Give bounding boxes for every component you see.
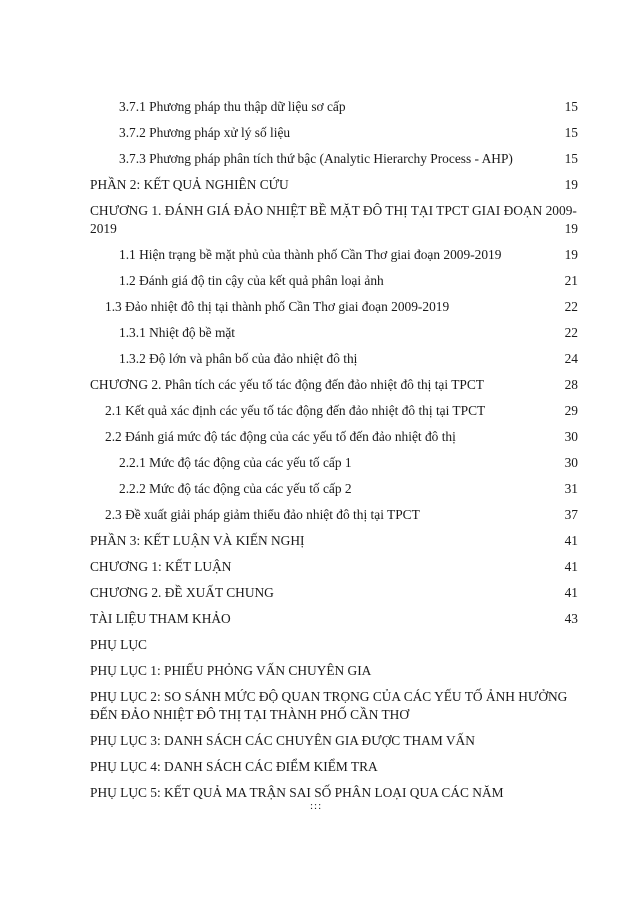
toc-entry-page: 19 — [564, 177, 578, 192]
toc-entry-title: 3.7.3 Phương pháp phân tích thứ bậc (Analytic Hierarchy Process - AHP) — [119, 151, 513, 166]
toc-entry-page: 15 — [564, 151, 578, 166]
toc-entry-title: PHỤ LỤC 5: KẾT QUẢ MA TRẬN SAI SỐ PHÂN LOẠI QUA CÁC NĂM — [90, 785, 504, 800]
toc-entry-page: 43 — [564, 611, 578, 626]
toc-entry-title: CHƯƠNG 1: KẾT LUẬN — [90, 559, 232, 574]
toc-entry-title-line2: 2019 — [90, 221, 117, 236]
toc-entry-title: PHẦN 3: KẾT LUẬN VÀ KIẾN NGHỊ — [90, 533, 305, 548]
toc-entry-title: 1.2 Đánh giá độ tin cậy của kết quả phân loại ảnh — [119, 273, 384, 288]
toc-entry-title-line1: PHỤ LỤC 2: SO SÁNH MỨC ĐỘ QUAN TRỌNG CỦA CÁC YẾU TỐ ẢNH HƯỞNG — [90, 689, 568, 704]
toc-entry-title: 3.7.2 Phương pháp xử lý số liệu — [119, 125, 291, 140]
toc-entry-page: 31 — [564, 481, 578, 496]
toc-entry-title: CHƯƠNG 2. Phân tích các yếu tố tác động đến đảo nhiệt đô thị tại TPCT — [90, 377, 484, 392]
toc-entry-page: 37 — [564, 507, 578, 522]
toc-entry-title: CHƯƠNG 2. ĐỀ XUẤT CHUNG — [90, 585, 274, 600]
toc-entry-page: 29 — [564, 403, 578, 418]
toc-entry-title: 2.3 Đề xuất giải pháp giảm thiểu đảo nhiệt đô thị tại TPCT — [105, 507, 420, 522]
toc-entry-title: 3.7.1 Phương pháp thu thập dữ liệu sơ cấp — [119, 99, 346, 114]
toc-entry-page: 19 — [564, 247, 578, 262]
toc-entry-page: 41 — [564, 533, 578, 548]
toc-entry-page: 41 — [564, 585, 578, 600]
toc-entry-title: 2.1 Kết quả xác định các yếu tố tác động đến đảo nhiệt đô thị tại TPCT — [105, 403, 486, 418]
toc-entry-title: 1.3 Đảo nhiệt đô thị tại thành phố Cần Thơ giai đoạn 2009-2019 — [105, 299, 450, 314]
toc-entry-title-line1: CHƯƠNG 1. ĐÁNH GIÁ ĐẢO NHIỆT BỀ MẶT ĐÔ THỊ TẠI TPCT GIAI ĐOẠN 2009- — [90, 203, 577, 218]
toc-entry-page: 21 — [564, 273, 578, 288]
toc-entry-title: 2.2 Đánh giá mức độ tác động của các yếu tố đến đảo nhiệt đô thị — [105, 429, 456, 444]
page-marker: ::: — [310, 800, 323, 812]
toc-entry-title: TÀI LIỆU THAM KHẢO — [90, 611, 231, 626]
toc-entry-title: PHỤ LỤC — [90, 637, 147, 652]
toc-entry-title: PHẦN 2: KẾT QUẢ NGHIÊN CỨU — [90, 177, 289, 192]
toc-entry-page: 30 — [564, 429, 578, 444]
toc-entry-page: 19 — [564, 221, 578, 236]
toc-entry-title: 1.3.1 Nhiệt độ bề mặt — [119, 325, 236, 340]
toc-entry-title: 1.1 Hiện trạng bề mặt phủ của thành phố Cần Thơ giai đoạn 2009-2019 — [119, 247, 502, 262]
toc-entry-page: 22 — [564, 299, 578, 314]
toc-entry-title-line2: ĐẾN ĐẢO NHIỆT ĐÔ THỊ TẠI THÀNH PHỐ CẦN THƠ — [90, 707, 410, 722]
toc-entry-title: 2.2.1 Mức độ tác động của các yếu tố cấp 1 — [119, 455, 352, 470]
toc-entry-title: 1.3.2 Độ lớn và phân bố của đảo nhiệt đô thị — [119, 351, 358, 366]
toc-entry-page: 28 — [564, 377, 578, 392]
toc-entry-page: 15 — [564, 99, 578, 114]
toc-entry-page: 30 — [564, 455, 578, 470]
toc-entry-page: 22 — [564, 325, 578, 340]
toc-entry-title: PHỤ LỤC 4: DANH SÁCH CÁC ĐIỂM KIỂM TRA — [90, 759, 378, 774]
toc-entry-page: 15 — [564, 125, 578, 140]
toc-entry-page: 24 — [564, 351, 578, 366]
toc-entry-title: 2.2.2 Mức độ tác động của các yếu tố cấp 2 — [119, 481, 352, 496]
toc-entry-title: PHỤ LỤC 3: DANH SÁCH CÁC CHUYÊN GIA ĐƯỢC THAM VẤN — [90, 733, 475, 748]
toc-entry-page: 41 — [564, 559, 578, 574]
toc-entry-title: PHỤ LỤC 1: PHIẾU PHỎNG VẤN CHUYÊN GIA — [90, 663, 372, 678]
